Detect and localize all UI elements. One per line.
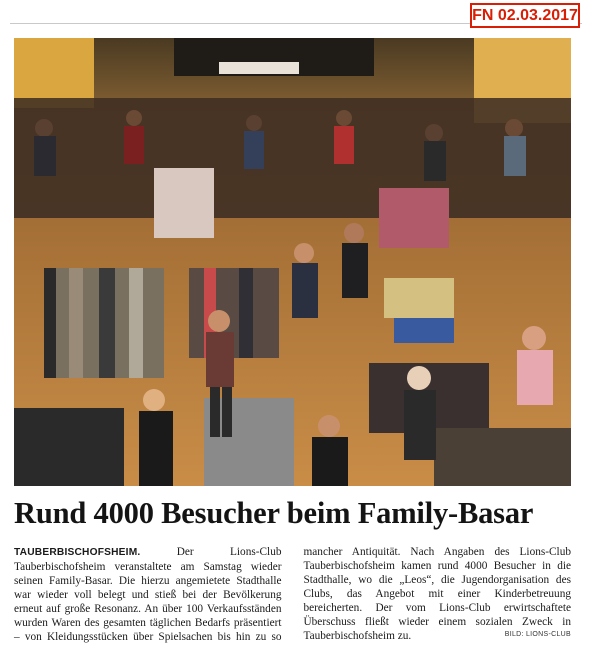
article-headline: Rund 4000 Besucher beim Family-Basar	[14, 496, 534, 530]
article-text: Der Lions-Club Tauberbischofsheim veranstaltete am Samstag wieder seinen Family-Basar. Die hierzu angemietete Stadthalle war wieder voll belegt und stieß bei der Bevölkerung erneut auf große Resonanz. An über 100 Verkaufsständen wurden Waren des gesamten täglichen Bedarfs präsentiert – von Kleidungsstücken über Spielsachen bis hin zu so mancher Antiquität. Nach Angaben des Lions-Club Tauberbischofsheim kamen rund 4000 Besucher in die Stadthalle, wo die „Leos“, die Jugendorganisation des Clubs, das Angebot mit einer Kinderbetreuung bereicherten. Der vom Lions-Club erwirtschaftete Überschuss fließt wieder einem sozialen Zweck in Tauberbischofsheim zu.	[14, 546, 571, 643]
article-body	[14, 545, 571, 644]
article-photo	[14, 38, 571, 486]
photo-credit: BILD: LIONS-CLUB	[504, 631, 571, 638]
source-date-stamp: FN 02.03.2017	[470, 3, 580, 28]
article-dateline: TAUBERBISCHOFSHEIM.	[14, 547, 141, 558]
